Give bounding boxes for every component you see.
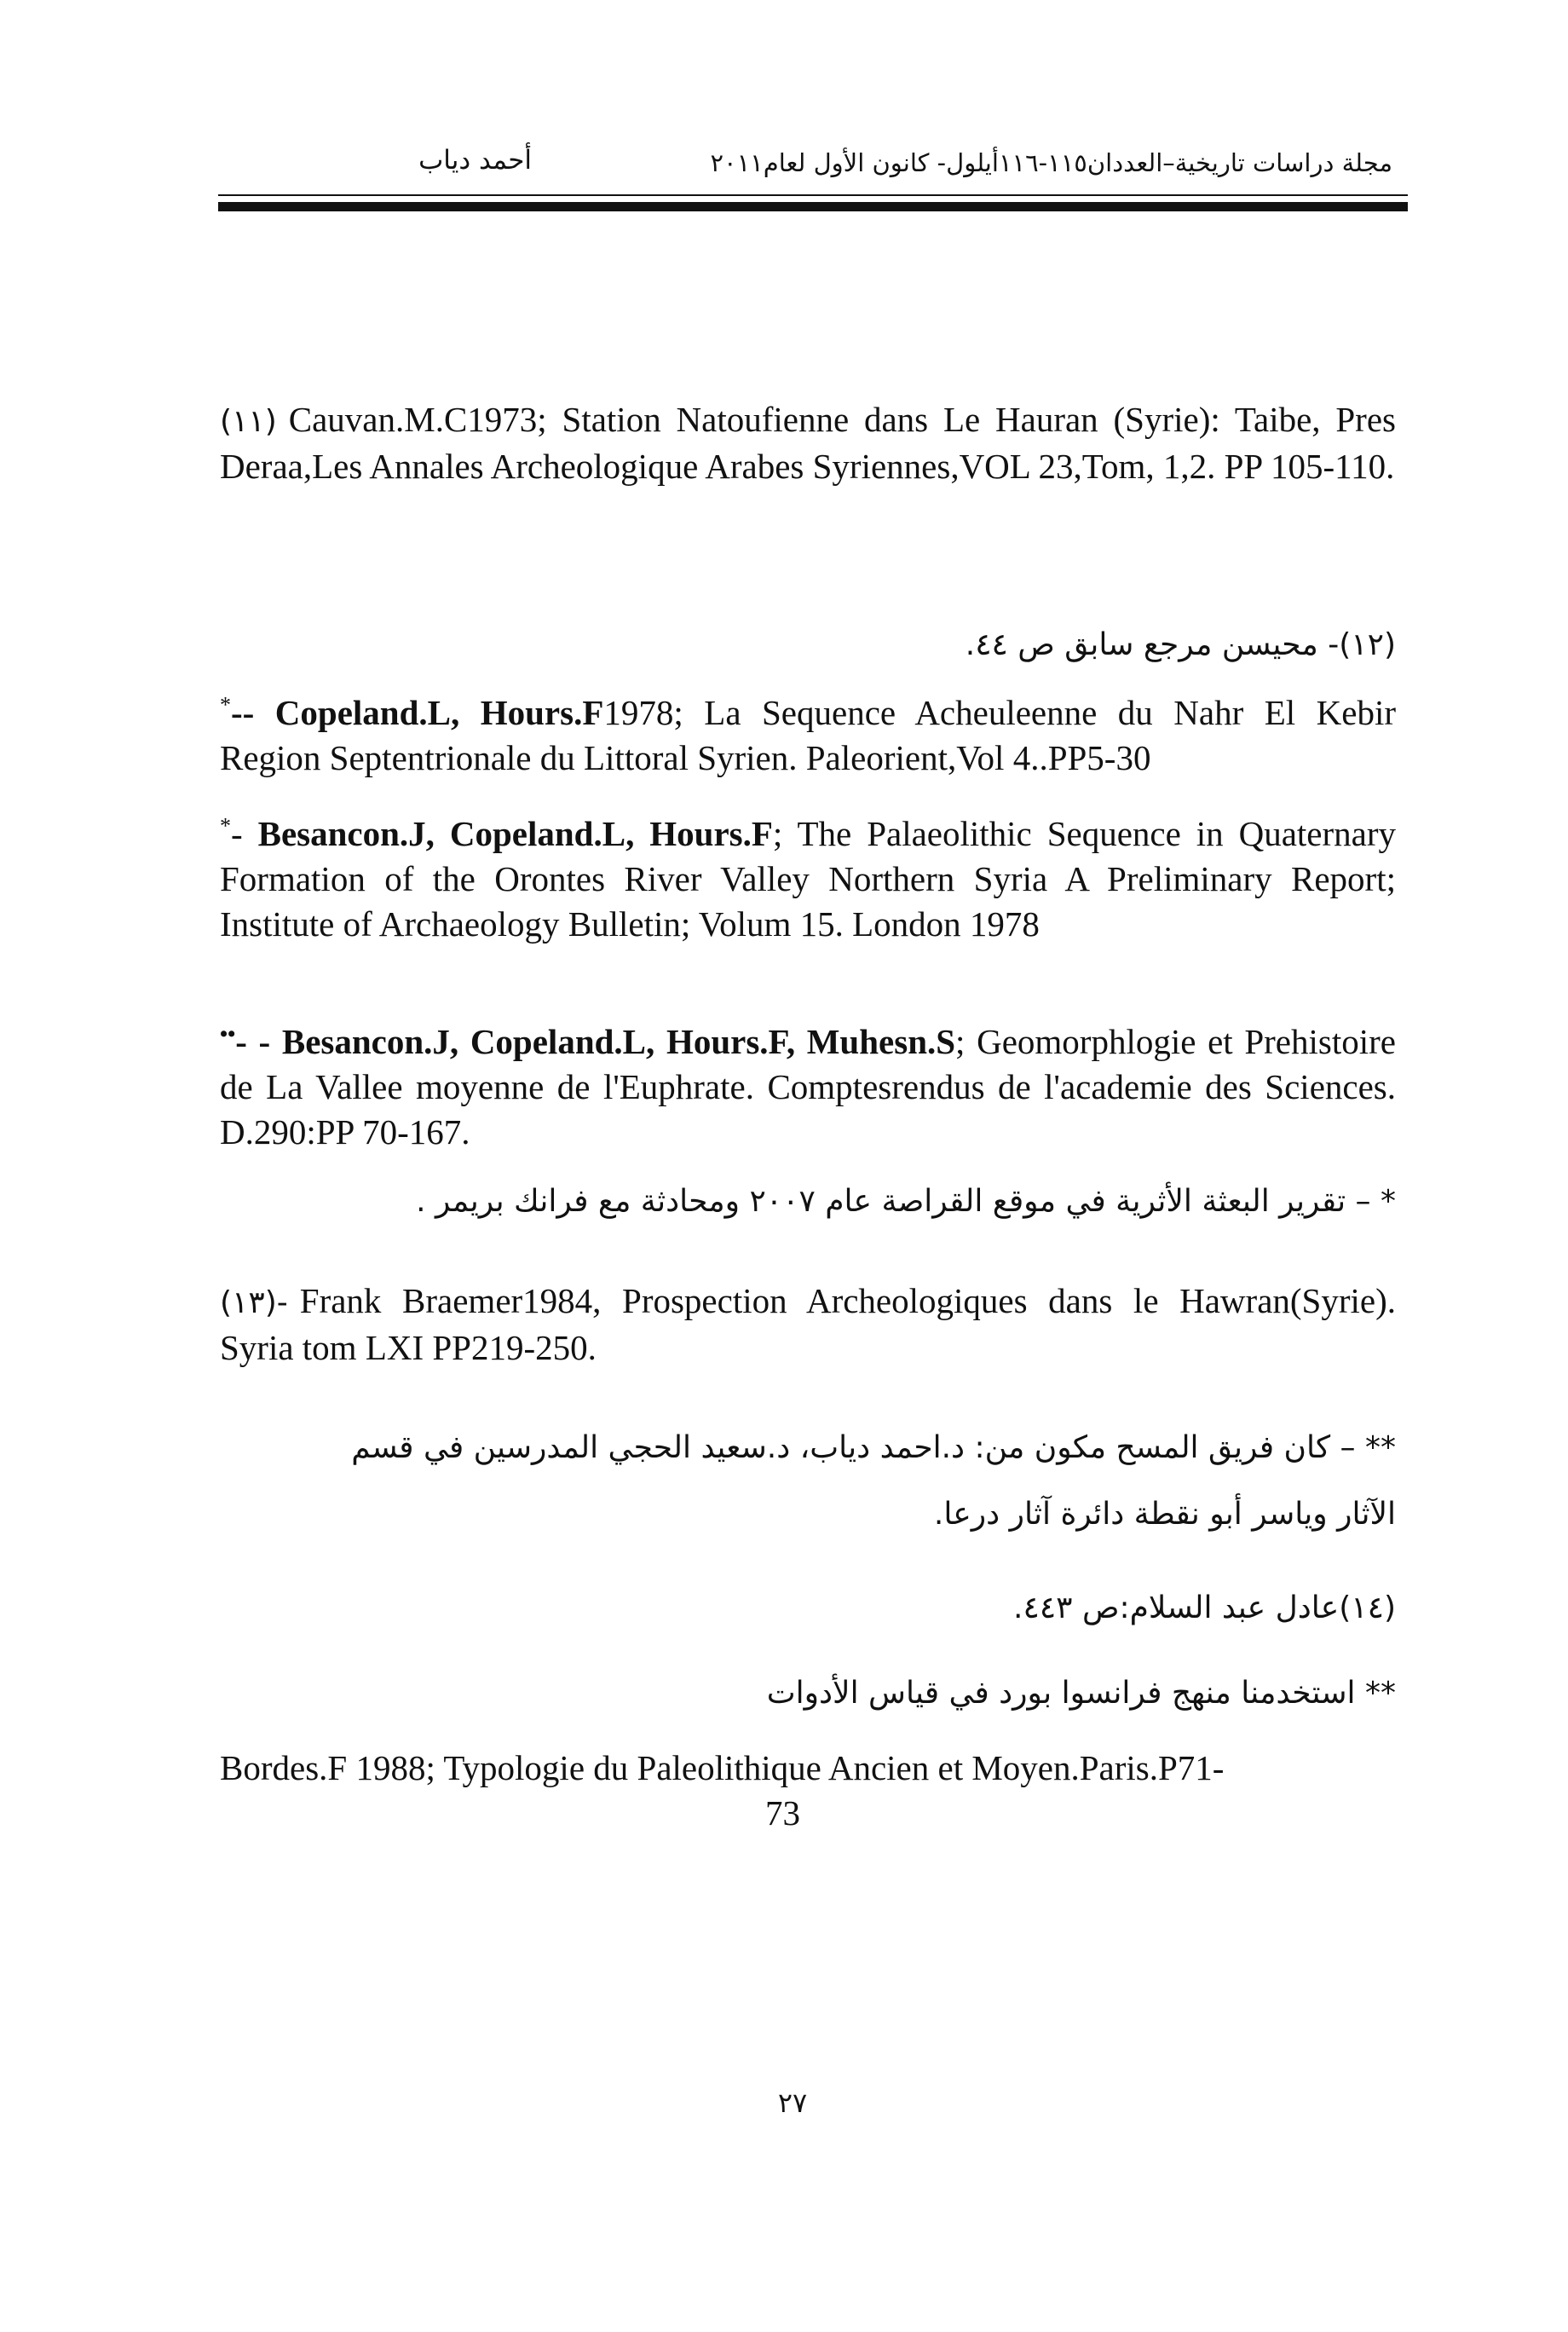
reference-dash: - — [231, 814, 258, 853]
reference-copeland — [220, 690, 1396, 781]
reference-text-continued: 73 — [765, 1793, 800, 1833]
reference-text: ; Geomorphlogie et Prehistoire de La Vallee moyenne de l'Euphrate. Comptesrendus de l'academie des Sciences. D.290:PP 70-167. — [220, 1022, 1396, 1152]
note-survey-team — [220, 1415, 1396, 1548]
reference-text: Bordes.F 1988; Typologie du Paleolithique Ancien et Moyen.Paris.P71- — [220, 1748, 1225, 1787]
asterisk-mark: * — [220, 813, 231, 839]
note-bordes-method: ** استخدمنا منهج فرانسوا بورد في قياس الأدوات — [766, 1676, 1396, 1711]
footnote-text: Cauvan.M.C1973; Station Natoufienne dans Le Hauran (Syrie): Taibe, Pres Deraa,Les Annales Archeologique Arabes Syriennes,VOL 23,Tom, 1,2. PP 105-110. — [220, 400, 1396, 486]
reference-dash: -- — [231, 693, 275, 732]
reference-besancon-2 — [220, 1019, 1396, 1155]
reference-text: 1978; La Sequence Acheuleenne du Nahr El Kebir Region Septentrionale du Littoral Syrien. Paleorient,Vol 4..PP5-30 — [220, 693, 1397, 777]
asterisk-mark: * — [220, 692, 231, 718]
footnote-number: (١٣)- — [220, 1285, 288, 1320]
footnote-12: (١٢)- محيسن مرجع سابق ص ٤٤. — [965, 627, 1396, 662]
footnote-11 — [220, 397, 1396, 489]
note-line: الآثار وياسر أبو نقطة دائرة آثار درعا. — [933, 1497, 1396, 1532]
header-journal-title: مجلة دراسات تاريخية–العددان١١٥-١١٦أيلول- كانون الأول لعام٢٠١١ — [710, 148, 1392, 177]
footnote-14: (١٤)عادل عبد السلام:ص ٤٤٣. — [1013, 1590, 1396, 1625]
reference-authors: Besancon.J, Copeland.L, Hours.F, Muhesn.S — [281, 1022, 956, 1061]
reference-authors: Copeland.L, Hours.F — [274, 693, 604, 732]
header-rule-thick — [218, 202, 1408, 211]
reference-besancon-1 — [220, 811, 1396, 947]
footnote-13 — [220, 1279, 1396, 1371]
note-line: ** – كان فريق المسح مكون من: د.احمد دياب، د.سعيد الحجي المدرسين في قسم — [351, 1430, 1396, 1465]
reference-authors: Besancon.J, Copeland.L, Hours.F — [257, 814, 773, 853]
bullet-mark: •• — [220, 1021, 236, 1047]
header-rule-thin — [218, 194, 1408, 196]
note-excavation-report: * – تقرير البعثة الأثرية في موقع القراصة عام ٢٠٠٧ ومحادثة مع فرانك بريمر . — [416, 1184, 1396, 1219]
reference-bordes — [220, 1746, 1396, 1836]
running-header — [216, 145, 1392, 188]
footnote-number: (١١) — [220, 404, 277, 439]
header-author: أحمد دياب — [418, 145, 532, 176]
reference-text: ; The Palaeolithic Sequence in Quaternary Formation of the Orontes River Valley Northern Syria A Preliminary Report; Institute of Archaeology Bulletin; Volum 15. London 1978 — [220, 814, 1396, 944]
page-number: ٢٧ — [777, 2087, 808, 2119]
reference-dash: - - — [235, 1022, 282, 1061]
footnote-text: Frank Braemer1984, Prospection Archeologiques dans le Hawran(Syrie). Syria tom LXI PP219-250. — [220, 1281, 1396, 1367]
